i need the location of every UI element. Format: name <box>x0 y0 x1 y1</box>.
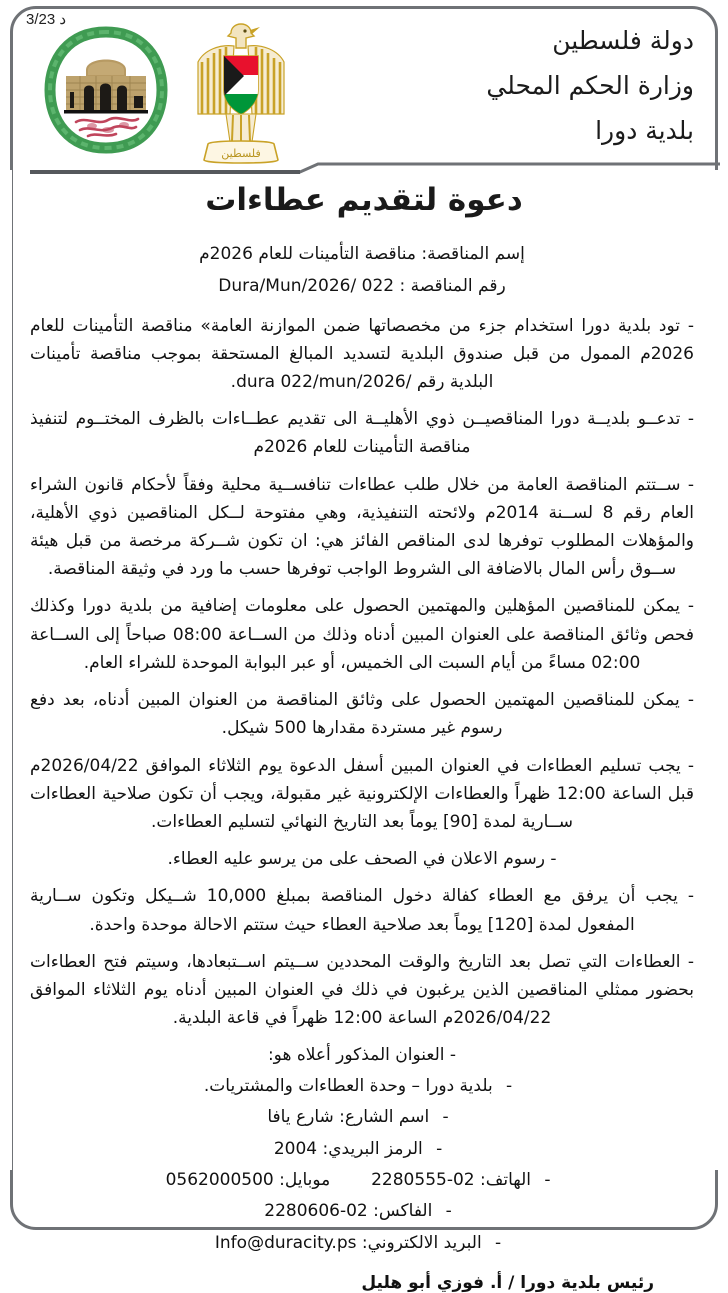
paragraph-submission-deadline: - يجب تسليم العطاءات في العنوان المبين أسفل الدعوة يوم الثلاثاء الموافق 2026/04/22م قبل الساعة 12:00 ظهراً والعطاءات الإلكترونية غير مقبولة، ويجب أن تكون صلاحية العطاءات ســارية لمدة [90] يوماً بعد التاريخ النهائي لتسليم العطاءات. <box>30 755 694 832</box>
page-title: دعوة لتقديم عطاءات <box>205 182 523 218</box>
bullet-dash: - <box>495 1232 502 1253</box>
contact-fax: الفاكس: 02-2280606 <box>264 1201 433 1222</box>
list-item <box>30 1134 694 1165</box>
address-street: اسم الشارع: شارع يافا <box>267 1107 430 1128</box>
state-name: دولة فلسطين <box>552 26 694 55</box>
bullet-dash: - <box>544 1170 551 1191</box>
address-list <box>30 1071 694 1260</box>
list-item <box>30 1228 694 1259</box>
list-item <box>30 1102 694 1133</box>
contact-mobile: موبايل: 0562000500 <box>165 1170 331 1191</box>
paragraph-bid-bond: - يجب أن يرفق مع العطاء كفالة دخول المناقصة بمبلغ 10,000 شــيكل وتكون ســارية المفعول لمدة [120] يوماً بعد صلاحية العطاء حيث ستتم الاحالة موحدة واحدة. <box>30 886 694 935</box>
ministry-name: وزارة الحكم المحلي <box>486 70 694 100</box>
signature-line: رئيس بلدية دورا / أ. فوزي أبو هليل <box>361 1273 654 1293</box>
paragraph-procurement-law: - ســتتم المناقصة العامة من خلال طلب عطاءات تنافســية محلية وفقاً لأحكام قانون الشراء العام رقم 8 لســنة 2014م ولائحته التنفيذية، وهي مفتوحة لــكل المناقصين ذوي الأهلية، والمؤهلات المطلوب توفرها لدى المناقص الفائز هي: ان تكون شــركة مرخصة من قبل هيئة ســوق رأس المال بالاضافة الى الشروط الواجب توفرها حسب ما ورد في وثيقة المناقصة. <box>30 474 695 580</box>
list-item <box>30 1196 694 1227</box>
list-item <box>30 1071 694 1102</box>
paragraph-bid-opening: - العطاءات التي تصل بعد التاريخ والوقت المحددين ســيتم اســتبعادها، وسيتم فتح العطاءات بحضور ممثلي المناقصين الذين يرغبون في ذلك في العنوان المبين أدناه يوم الثلاثاء الموافق 2026/04/22م الساعة 12:00 ظهراً في قاعة البلدية. <box>30 951 694 1029</box>
paragraph-advertising-fees: - رسوم الاعلان في الصحف على من يرسو عليه العطاء. <box>167 849 557 870</box>
tender-number: رقم المناقصة : 022 /Dura/Mun/2026 <box>218 275 506 296</box>
frame-edge-right <box>714 170 728 1170</box>
address-intro: - العنوان المذكور أعلاه هو: <box>267 1044 457 1065</box>
municipality-logo-icon <box>42 26 170 154</box>
contact-email: البريد الالكتروني: Info@duracity.ps <box>214 1232 482 1253</box>
bullet-dash: - <box>445 1201 452 1222</box>
bullet-dash: - <box>506 1075 513 1096</box>
paragraph-inspection-hours: - يمكن للمناقصين المؤهلين والمهتمين الحصول على معلومات إضافية من بلدية دورا وكذلك فحص وثائق المناقصة على العنوان المبين أدناه وذلك من الســاعة 08:00 صباحاً إلى الســاعة 02:00 مساءً من أيام السبت الى الخميس، أو عبر البوابة الموحدة للشراء العام. <box>30 596 694 673</box>
header-divider <box>0 158 728 178</box>
document-header <box>0 0 728 166</box>
list-item <box>30 1165 694 1196</box>
paragraph-document-fee: - يمكن للمناقصين المهتمين الحصول على وثائق المناقصة من العنوان المبين أدناه، بعد دفع رسوم غير مستردة مقدارها 500 شيكل. <box>30 690 694 739</box>
svg-text:فلسطين: فلسطين <box>221 147 261 160</box>
bullet-dash: - <box>442 1107 449 1128</box>
municipality-name: بلدية دورا <box>595 115 694 145</box>
address-postal-code: الرمز البريدي: 2004 <box>273 1138 423 1159</box>
contact-phone: الهاتف: 02-2280555 <box>371 1170 531 1191</box>
frame-edge-left <box>0 170 12 1170</box>
header-title-group <box>486 22 694 156</box>
bullet-dash: - <box>436 1138 443 1159</box>
paragraph-funding: - تود بلدية دورا استخدام جزء من مخصصاتها ضمن الموازنة العامة» مناقصة التأمينات للعام 2026م الممول من قبل صندوق البلدية لتسديد المبالغ المستحقة بموجب مناقصة تأمينات البلدية رقم /dura 022/mun/2026. <box>30 315 694 392</box>
paragraph-invitation: - تدعــو بلديــة دورا المناقصيــن ذوي الأهليــة الى تقديم عطــاءات بالظرف المختــوم لتنفيذ مناقصة التأمينات للعام 2026م <box>30 409 694 458</box>
tender-meta <box>30 240 694 302</box>
state-emblem-icon <box>186 18 296 168</box>
tender-name: إسم المناقصة: مناقصة التأمينات للعام 2026م <box>199 244 525 264</box>
document-body <box>0 240 728 1293</box>
address-office: بلدية دورا – وحدة العطاءات والمشتريات. <box>203 1075 493 1096</box>
document-code: 3/23 د <box>26 11 67 28</box>
